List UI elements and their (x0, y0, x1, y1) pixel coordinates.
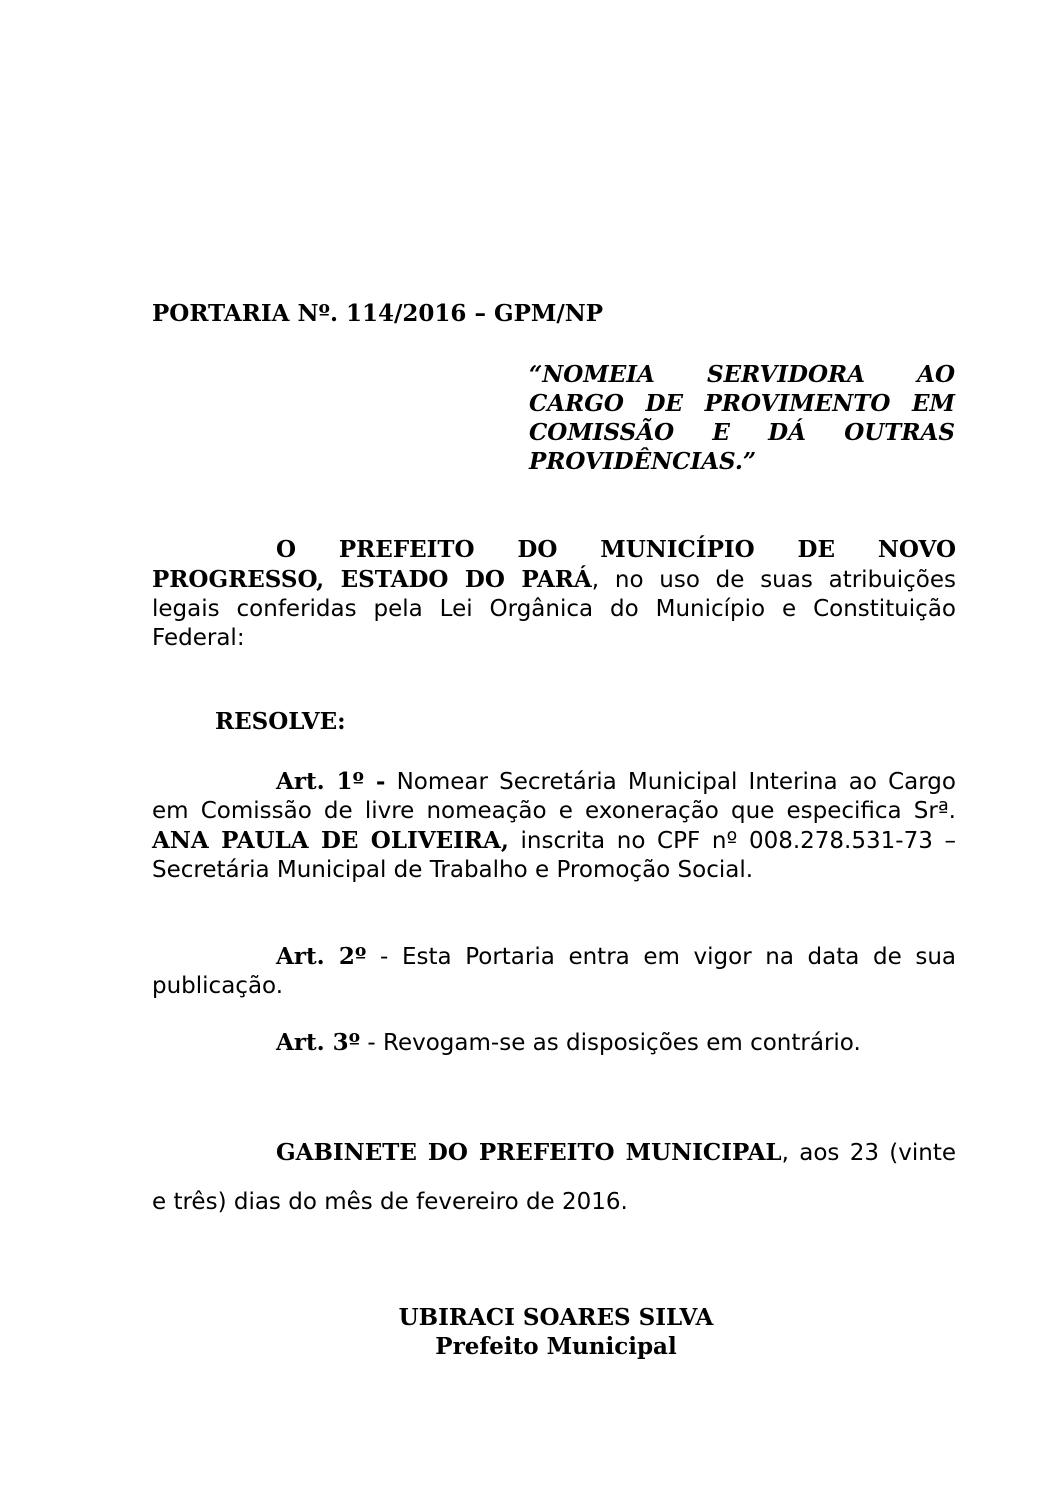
article-3-label: Art. 3º (276, 1029, 361, 1056)
article-1 (152, 767, 956, 885)
article-1-appointee-name: ANA PAULA DE OLIVEIRA, (152, 827, 509, 854)
article-2-label: Art. 2º (276, 943, 367, 970)
article-2-text: - Esta Portaria entra em vigor na data de sua publicação. (152, 944, 957, 999)
preamble-authority: O PREFEITO DO MUNICÍPIO DE NOVO PROGRESSO, ESTADO DO PARÁ (152, 536, 956, 593)
signature-block (152, 1303, 956, 1361)
article-1-label: Art. 1º - (276, 768, 386, 795)
preamble-text: , no uso de suas atribuições legais conferidas pela Lei Orgânica do Município e Constituição Federal: (152, 567, 956, 651)
article-3 (152, 1028, 956, 1058)
article-1-text-after: inscrita no CPF nº 008.278.531-73 – Secretária Municipal de Trabalho e Promoção Social. (152, 828, 956, 883)
signatory-role: Prefeito Municipal (435, 1333, 677, 1360)
preamble-paragraph (152, 535, 956, 653)
signatory-name: UBIRACI SOARES SILVA (398, 1304, 714, 1331)
article-2 (152, 942, 956, 1001)
resolve-heading: RESOLVE: (215, 708, 346, 735)
article-1-text-before: Nomear Secretária Municipal Interina ao Cargo em Comissão de livre nomeação e exoneração que especifica Srª. (152, 769, 956, 824)
closing-text: , aos 23 (vinte e três) dias do mês de fevereiro de 2016. (152, 1140, 956, 1215)
article-3-text: - Revogam-se as disposições em contrário. (360, 1030, 861, 1056)
closing-paragraph (152, 1128, 956, 1227)
closing-office: GABINETE DO PREFEITO MUNICIPAL (276, 1139, 782, 1166)
document-ementa: “NOMEIA SERVIDORA AO CARGO DE PROVIMENTO EM COMISSÃO E DÁ OUTRAS PROVIDÊNCIAS.” (529, 361, 955, 475)
document-title: PORTARIA Nº. 114/2016 – GPM/NP (152, 300, 604, 327)
